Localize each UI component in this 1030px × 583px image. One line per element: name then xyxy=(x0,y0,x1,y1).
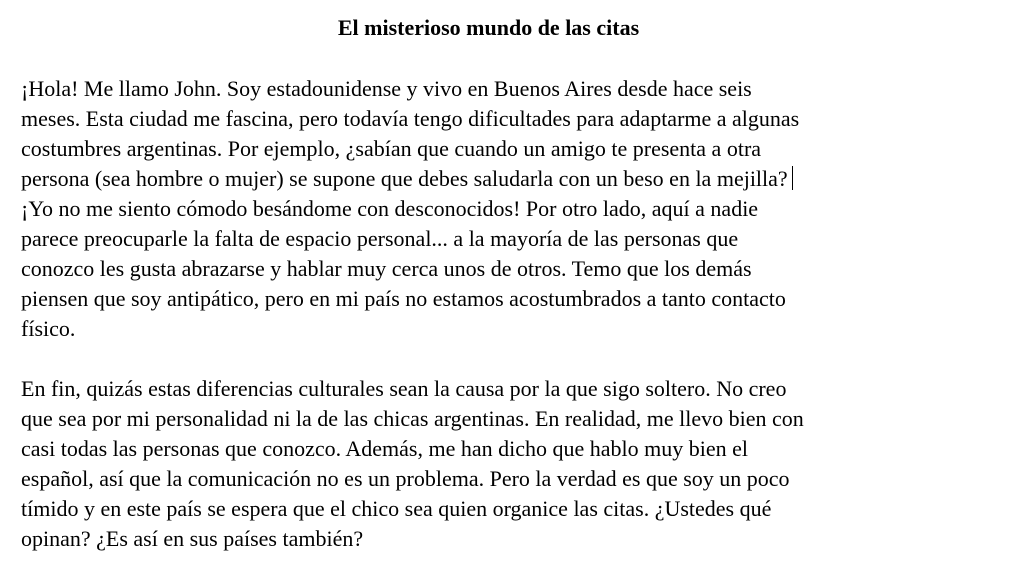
paragraph-line: tímido y en este país se espera que el chico sea quien organice las citas. ¿Ustedes qué xyxy=(21,496,772,521)
paragraph-line: meses. Esta ciudad me fascina, pero todavía tengo dificultades para adaptarme a algunas xyxy=(21,106,800,131)
paragraph-line: piensen que soy antipático, pero en mi país no estamos acostumbrados a tanto contacto xyxy=(21,286,786,311)
paragraph-2[interactable] xyxy=(21,374,1021,554)
paragraph-line-text: persona (sea hombre o mujer) se supone que debes saludarla con un beso en la mejilla? xyxy=(21,166,788,191)
paragraph-line: costumbres argentinas. Por ejemplo, ¿sabían que cuando un amigo te presenta a otra xyxy=(21,136,762,161)
paragraph-line: En fin, quizás estas diferencias culturales sean la causa por la que sigo soltero. No creo xyxy=(21,376,787,401)
paragraph-line: ¡Hola! Me llamo John. Soy estadounidense y vivo en Buenos Aires desde hace seis xyxy=(21,76,752,101)
paragraph-line: que sea por mi personalidad ni la de las chicas argentinas. En realidad, me llevo bien con xyxy=(21,406,804,431)
document-page xyxy=(21,14,1021,554)
paragraph-line: español, así que la comunicación no es un problema. Pero la verdad es que soy un poco xyxy=(21,466,790,491)
paragraph-line: ¡Yo no me siento cómodo besándome con desconocidos! Por otro lado, aquí a nadie xyxy=(21,196,759,221)
text-cursor xyxy=(792,166,793,190)
paragraph-line: conozco les gusta abrazarse y hablar muy cerca unos de otros. Temo que los demás xyxy=(21,256,752,281)
paragraph-line: parece preocuparle la falta de espacio personal... a la mayoría de las personas que xyxy=(21,226,739,251)
document-title: El misterioso mundo de las citas xyxy=(337,15,640,40)
paragraph-1[interactable] xyxy=(21,74,1021,344)
paragraph-spacer xyxy=(21,344,1021,374)
paragraph-line: opinan? ¿Es así en sus países también? xyxy=(21,526,364,551)
paragraph-line-with-caret xyxy=(21,164,1021,194)
paragraph-line: físico. xyxy=(21,316,76,341)
paragraph-line: casi todas las personas que conozco. Además, me han dicho que hablo muy bien el xyxy=(21,436,749,461)
